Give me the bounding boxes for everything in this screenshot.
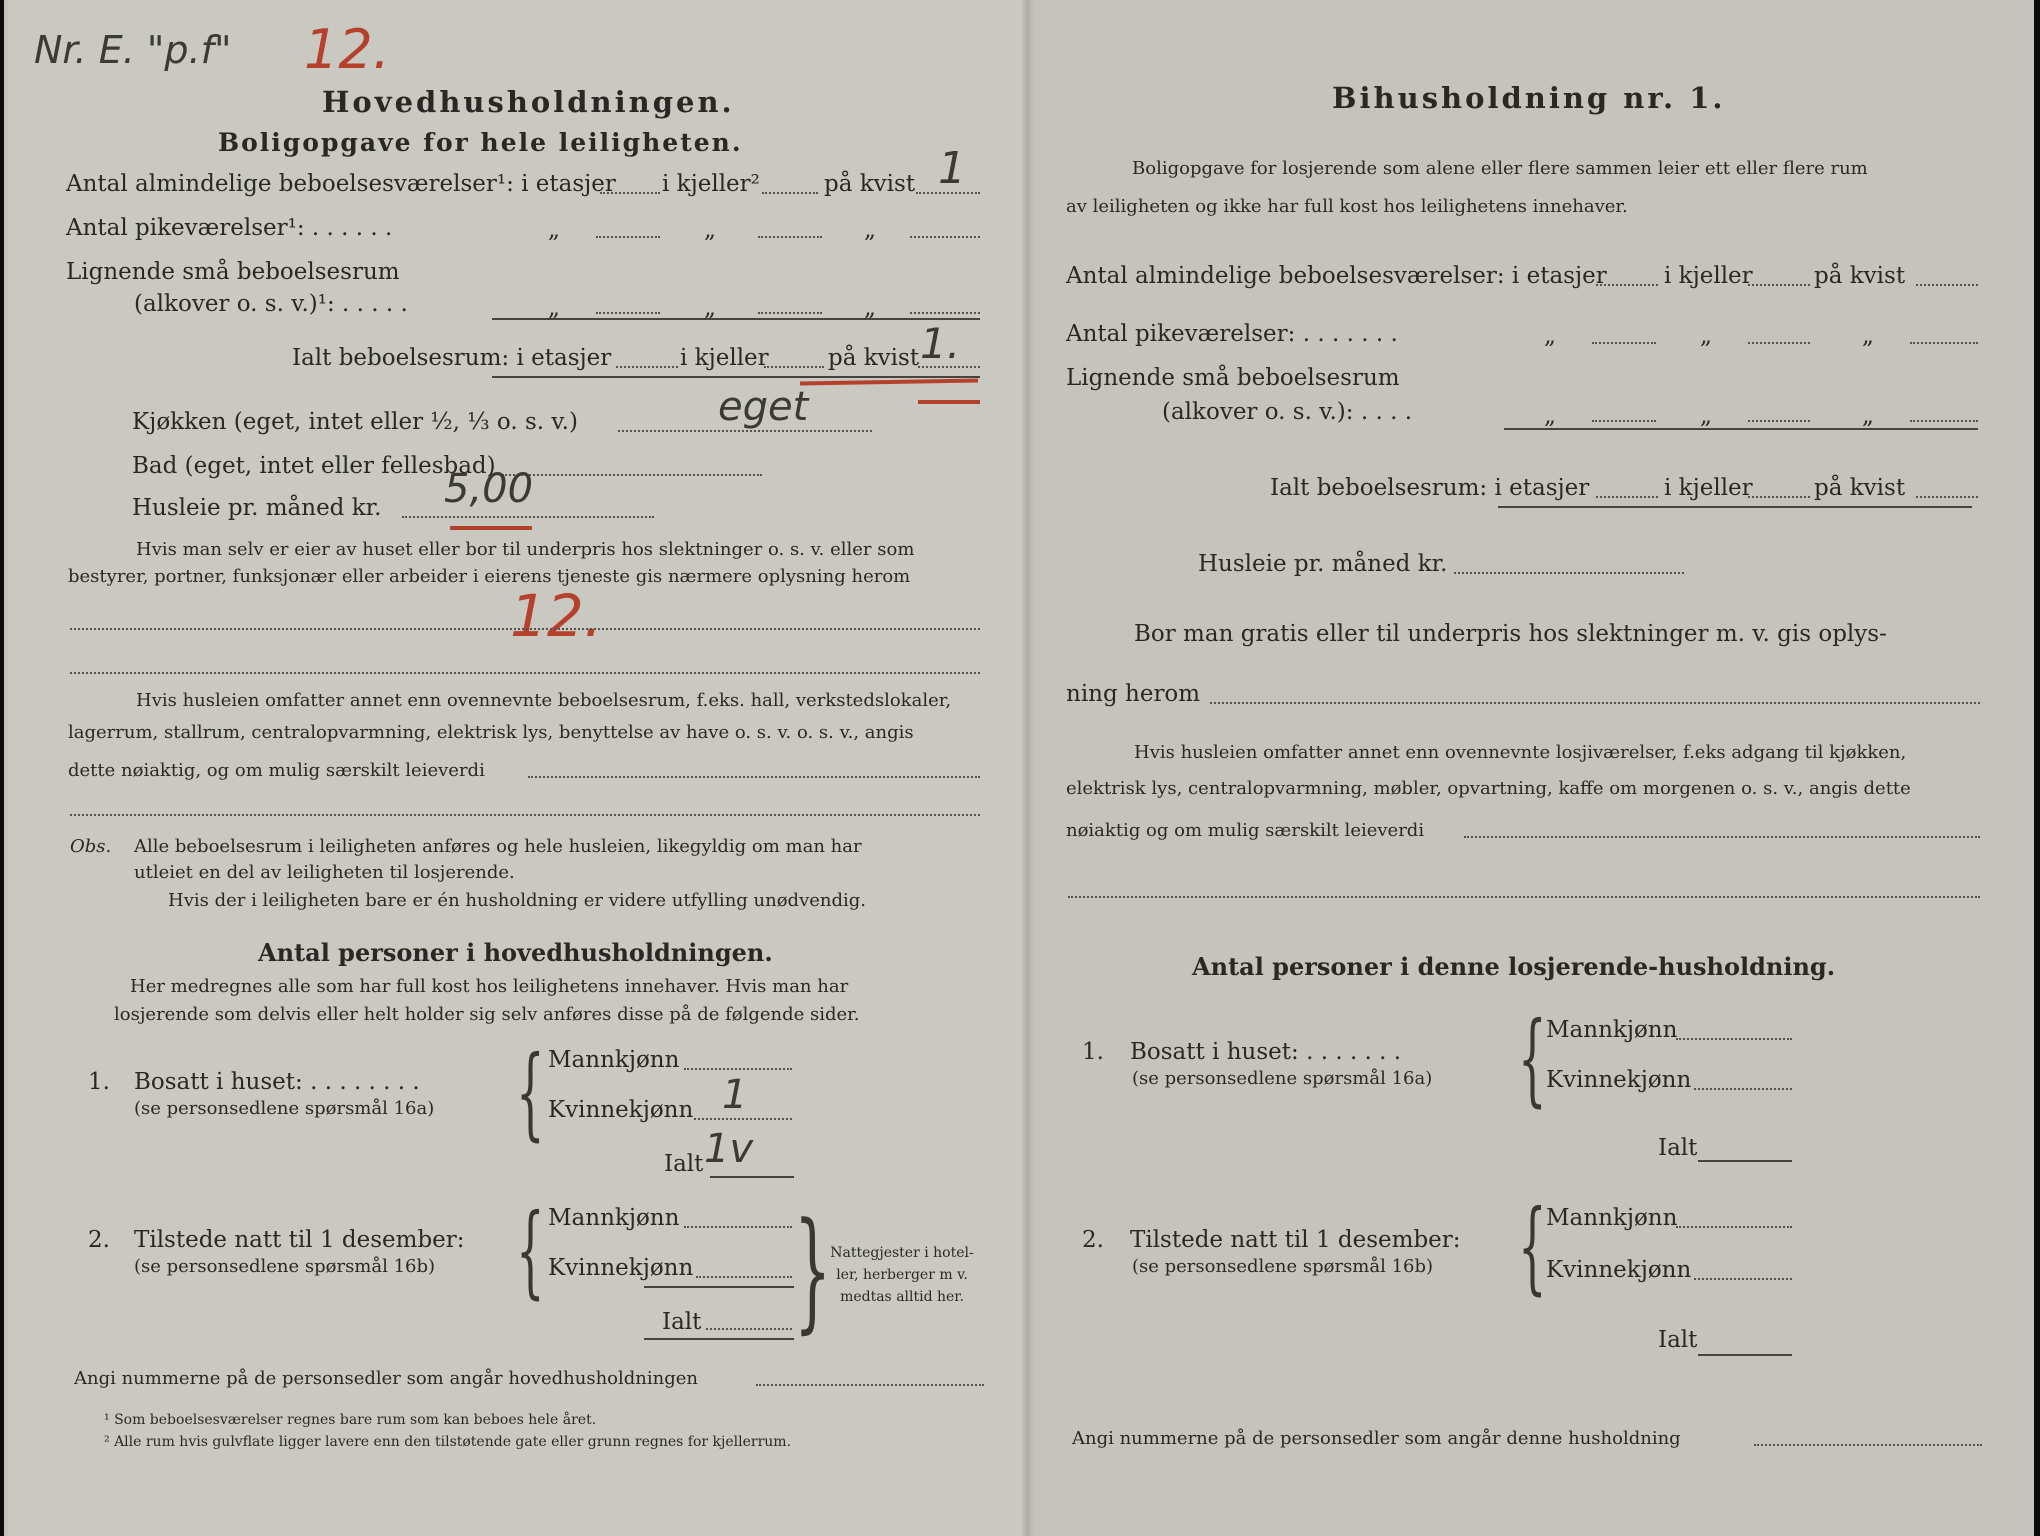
- left-ialt-kvist-label: på kvist: [828, 345, 920, 371]
- right-ialt-underline: [1498, 506, 1972, 508]
- left-row3-etasjer-field[interactable]: [596, 312, 660, 314]
- right-personer-title: Antal personer i denne losjerende-husholdning.: [1192, 952, 1836, 981]
- left-title: Hovedhusholdningen.: [322, 85, 735, 119]
- right-q1-mannkjonn-label: Mannkjønn: [1546, 1017, 1678, 1043]
- left-kjokken-field[interactable]: [618, 430, 872, 432]
- right-row1-kvist-label: på kvist: [1814, 263, 1906, 289]
- right-q1-label: Bosatt i huset: . . . . . . .: [1130, 1039, 1402, 1065]
- right-angi-field[interactable]: [1754, 1444, 1982, 1446]
- left-omfatter-text-1: Hvis husleien omfatter annet enn ovennevnte beboelsesrum, f.eks. hall, verkstedslokaler,: [136, 690, 952, 711]
- left-ialt-kjeller-label: i kjeller: [680, 345, 769, 371]
- left-eier-text-1: Hvis man selv er eier av huset eller bor til underpris hos slektninger o. s. v. eller som: [136, 539, 915, 560]
- left-ialt-underline: [492, 376, 980, 378]
- left-q1-sub: (se personsedlene spørsmål 16a): [134, 1098, 435, 1119]
- right-q2-kvinnekjonn-field[interactable]: [1694, 1278, 1792, 1280]
- left-omfatter-text-2: lagerrum, stallrum, centralopvarmning, elektrisk lys, benyttelse av have o. s. v. o. s. v., angis: [68, 722, 914, 743]
- left-husleie-field[interactable]: [402, 516, 654, 518]
- right-ialt-kjeller-label: i kjeller: [1664, 475, 1753, 501]
- right-husleie-label: Husleie pr. måned kr.: [1198, 551, 1448, 577]
- right-row3-etasjer-field[interactable]: [1592, 420, 1656, 422]
- right-ialt-kvist-label: på kvist: [1814, 475, 1906, 501]
- right-q1-ialt-label: Ialt: [1658, 1135, 1698, 1161]
- right-row1-etasjer-field[interactable]: [1596, 284, 1658, 286]
- right-intro-1: Boligopgave for losjerende som alene eller flere sammen leier ett eller flere rum: [1132, 158, 1868, 179]
- right-q2-mannkjonn-label: Mannkjønn: [1546, 1205, 1678, 1231]
- left-row1-kjeller-label: i kjeller²: [662, 171, 760, 197]
- right-row3-ditto-1: „: [1544, 403, 1556, 429]
- left-husleie-label: Husleie pr. måned kr.: [132, 495, 382, 521]
- right-row2-label: Antal pikeværelser: . . . . . . .: [1066, 321, 1398, 347]
- left-subtitle: Boligopgave for hele leiligheten.: [218, 128, 743, 157]
- right-row3-ditto-3: „: [1862, 403, 1874, 429]
- left-row2-kvist-field[interactable]: [910, 236, 980, 238]
- right-ialt-etasjer-field[interactable]: [1596, 496, 1658, 498]
- right-row3-kvist-field[interactable]: [1910, 420, 1978, 422]
- right-gratis-field[interactable]: [1210, 702, 1980, 704]
- right-intro-2: av leiligheten og ikke har full kost hos leilighetens innehaver.: [1066, 196, 1628, 217]
- right-ialt-label: Ialt beboelsesrum: i etasjer: [1270, 475, 1590, 501]
- right-row3-ditto-2: „: [1700, 403, 1712, 429]
- left-row1-kvist-label: på kvist: [824, 171, 916, 197]
- left-row1-kjeller-field[interactable]: [762, 192, 818, 194]
- left-ialt-kjeller-field[interactable]: [764, 366, 824, 368]
- left-row1-label: Antal almindelige beboelsesværelser¹: i etasjer: [66, 171, 616, 197]
- right-q2-kvinnekjonn-label: Kvinnekjønn: [1546, 1257, 1692, 1283]
- right-row3-underline: [1504, 428, 1978, 430]
- left-q1-kvinnekjonn-field[interactable]: [694, 1118, 792, 1120]
- left-row2-ditto-3: „: [864, 217, 876, 243]
- left-obs-text-1: Alle beboelsesrum i leiligheten anføres og hele husleien, likegyldig om man har: [134, 836, 862, 857]
- left-row3-underline: [492, 318, 980, 320]
- left-personer-title: Antal personer i hovedhusholdningen.: [258, 938, 773, 967]
- form-sheet: [4, 0, 2034, 1536]
- left-q1-label: Bosatt i huset: . . . . . . . .: [134, 1069, 420, 1095]
- right-q1-number: 1.: [1082, 1039, 1104, 1065]
- right-row1-label: Antal almindelige beboelsesværelser: i etasjer: [1066, 263, 1607, 289]
- right-leieverdi-field[interactable]: [1464, 836, 1980, 838]
- left-row3-kjeller-field[interactable]: [758, 312, 822, 314]
- left-eier-field-2[interactable]: [70, 672, 980, 674]
- handwritten-reference: Nr. E. "p.f": [34, 28, 232, 72]
- right-row2-ditto-1: „: [1544, 323, 1556, 349]
- right-q2-ialt-field[interactable]: [1698, 1354, 1792, 1356]
- left-q2-ialt-label: Ialt: [662, 1309, 702, 1335]
- right-leieverdi-field-2[interactable]: [1068, 896, 1980, 898]
- right-q2-mannkjonn-field[interactable]: [1676, 1226, 1792, 1228]
- right-row2-kvist-field[interactable]: [1910, 342, 1978, 344]
- right-row2-kjeller-field[interactable]: [1748, 342, 1810, 344]
- left-omfatter-text-3: dette nøiaktig, og om mulig særskilt leieverdi: [68, 760, 485, 781]
- left-bad-field[interactable]: [502, 474, 762, 476]
- left-q2-label: Tilstede natt til 1 desember:: [134, 1227, 465, 1253]
- right-row3-label: Lignende små beboelsesrum: [1066, 365, 1400, 391]
- left-q1-kvinnekjonn-label: Kvinnekjønn: [548, 1097, 694, 1123]
- right-q1-mannkjonn-field[interactable]: [1676, 1038, 1792, 1040]
- right-q1-sub: (se personsedlene spørsmål 16a): [1132, 1068, 1433, 1089]
- right-q2-label: Tilstede natt til 1 desember:: [1130, 1227, 1461, 1253]
- right-q1-brace: {: [1518, 1000, 1547, 1117]
- left-q2-mannkjonn-field[interactable]: [684, 1226, 792, 1228]
- right-gratis-text-2: ning herom: [1066, 681, 1201, 707]
- right-row1-kjeller-field[interactable]: [1748, 284, 1810, 286]
- right-row3-kjeller-field[interactable]: [1748, 420, 1810, 422]
- left-bad-label: Bad (eget, intet eller fellesbad): [132, 453, 496, 479]
- left-row2-kjeller-field[interactable]: [758, 236, 822, 238]
- left-nattegjester-3: medtas alltid her.: [840, 1289, 964, 1305]
- left-q2-number: 2.: [88, 1227, 110, 1253]
- right-row1-kvist-field[interactable]: [1916, 284, 1978, 286]
- left-q2-kvinnekjonn-underline: [644, 1286, 794, 1288]
- left-q2-ialt-underline: [644, 1338, 794, 1340]
- left-kjokken-value: eget: [718, 384, 809, 430]
- right-omfatter-text-2: elektrisk lys, centralopvarmning, møbler, opvartning, kaffe om morgenen o. s. v., angis dette: [1066, 778, 1911, 799]
- left-q1-ialt-field[interactable]: [710, 1176, 794, 1178]
- left-angi-field[interactable]: [756, 1384, 984, 1386]
- right-q2-brace: {: [1518, 1188, 1547, 1305]
- left-ialt-kvist-value: 1.: [920, 319, 961, 368]
- right-omfatter-text-3: nøiaktig og om mulig særskilt leieverdi: [1066, 820, 1425, 841]
- left-personer-text-2: losjerende som delvis eller helt holder sig selv anføres disse på de følgende sider.: [114, 1004, 860, 1025]
- left-ialt-etasjer-field[interactable]: [616, 366, 678, 368]
- left-nattegjester-1: Nattegjester i hotel-: [830, 1245, 974, 1261]
- right-row2-ditto-3: „: [1862, 323, 1874, 349]
- left-q2-kvinnekjonn-label: Kvinnekjønn: [548, 1255, 694, 1281]
- left-q1-ialt-label: Ialt: [664, 1151, 704, 1177]
- right-q1-kvinnekjonn-label: Kvinnekjønn: [1546, 1067, 1692, 1093]
- left-husleie-value: 5,00: [444, 466, 534, 512]
- left-q1-mannkjonn-label: Mannkjønn: [548, 1047, 680, 1073]
- left-eier-red-value: 12.: [510, 582, 603, 650]
- left-row3-label: Lignende små beboelsesrum: [66, 259, 400, 285]
- right-row3-label2: (alkover o. s. v.): . . . .: [1162, 399, 1413, 425]
- right-row2-etasjer-field[interactable]: [1592, 342, 1656, 344]
- left-q2-sub: (se personsedlene spørsmål 16b): [134, 1256, 436, 1277]
- left-q2-brace: {: [516, 1192, 545, 1309]
- right-row1-kjeller-label: i kjeller: [1664, 263, 1753, 289]
- left-q2-kvinnekjonn-field[interactable]: [696, 1276, 792, 1278]
- right-q2-number: 2.: [1082, 1227, 1104, 1253]
- left-personer-text-1: Her medregnes alle som har full kost hos leilighetens innehaver. Hvis man har: [130, 976, 849, 997]
- left-leieverdi-field[interactable]: [528, 776, 980, 778]
- right-q2-sub: (se personsedlene spørsmål 16b): [1132, 1256, 1434, 1277]
- right-omfatter-text-1: Hvis husleien omfatter annet enn ovennevnte losjiværelser, f.eks adgang til kjøkken,: [1134, 742, 1907, 763]
- left-obs-text-3: Hvis der i leiligheten bare er én husholdning er videre utfylling unødvendig.: [168, 890, 867, 911]
- left-nattegjester-2: ler, herberger m v.: [836, 1267, 968, 1283]
- left-row1-kvist-value: 1: [938, 143, 966, 194]
- left-row2-ditto-1: „: [548, 217, 560, 243]
- left-q1-number: 1.: [88, 1069, 110, 1095]
- left-q2-right-brace: }: [794, 1194, 832, 1346]
- right-ialt-kjeller-field[interactable]: [1748, 496, 1810, 498]
- left-row3-ditto-2: „: [704, 295, 716, 321]
- left-row3-kvist-field[interactable]: [910, 312, 980, 314]
- left-row3-ditto-1: „: [548, 295, 560, 321]
- left-row2-etasjer-field[interactable]: [596, 236, 660, 238]
- left-kjokken-label: Kjøkken (eget, intet eller ½, ⅓ o. s. v.): [132, 409, 578, 435]
- left-q2-ialt-field[interactable]: [706, 1328, 792, 1330]
- red-husleie-underline: [450, 526, 532, 530]
- left-ialt-label: Ialt beboelsesrum: i etasjer: [292, 345, 612, 371]
- right-gratis-text-1: Bor man gratis eller til underpris hos slektninger m. v. gis oplys-: [1134, 621, 1887, 647]
- left-row3-label2: (alkover o. s. v.)¹: . . . . .: [134, 291, 408, 317]
- left-row3-ditto-3: „: [864, 295, 876, 321]
- right-q1-kvinnekjonn-field[interactable]: [1694, 1088, 1792, 1090]
- right-page: [1028, 0, 2034, 1536]
- right-q2-ialt-label: Ialt: [1658, 1327, 1698, 1353]
- left-row2-ditto-2: „: [704, 217, 716, 243]
- left-angi-text: Angi nummerne på de personsedler som angår hovedhusholdningen: [74, 1368, 698, 1389]
- left-q1-kvinnekjonn-value: 1: [722, 1072, 748, 1118]
- left-q2-mannkjonn-label: Mannkjønn: [548, 1205, 680, 1231]
- left-footnote-1: ¹ Som beboelsesværelser regnes bare rum som kan beboes hele året.: [104, 1412, 597, 1428]
- left-row2-label: Antal pikeværelser¹: . . . . . .: [66, 215, 393, 241]
- left-q1-ialt-value: 1v: [704, 1126, 754, 1172]
- left-eier-field-1[interactable]: [70, 628, 980, 630]
- right-husleie-field[interactable]: [1454, 572, 1684, 574]
- red-dash-mark: [918, 400, 980, 404]
- right-title: Bihusholdning nr. 1.: [1332, 81, 1726, 115]
- right-angi-text: Angi nummerne på de personsedler som angår denne husholdning: [1072, 1428, 1681, 1449]
- right-row2-ditto-2: „: [1700, 323, 1712, 349]
- left-q1-mannkjonn-field[interactable]: [684, 1068, 792, 1070]
- left-obs-text-2: utleiet en del av leiligheten til losjerende.: [134, 862, 515, 883]
- left-eier-text-2: bestyrer, portner, funksjonær eller arbeider i eierens tjeneste gis nærmere oplysning herom: [68, 566, 911, 587]
- left-leieverdi-field-2[interactable]: [70, 814, 980, 816]
- left-row1-etasjer-field[interactable]: [600, 192, 660, 194]
- handwritten-red-number: 12.: [304, 18, 390, 81]
- left-obs-label: Obs.: [70, 836, 112, 857]
- left-footnote-2: ² Alle rum hvis gulvflate ligger lavere enn den tilstøtende gate eller grunn regnes for kjellerrum.: [104, 1434, 792, 1450]
- page-fold: [1022, 0, 1036, 1536]
- left-q1-brace: {: [516, 1034, 545, 1151]
- right-q1-ialt-field[interactable]: [1698, 1160, 1792, 1162]
- right-ialt-kvist-field[interactable]: [1916, 496, 1978, 498]
